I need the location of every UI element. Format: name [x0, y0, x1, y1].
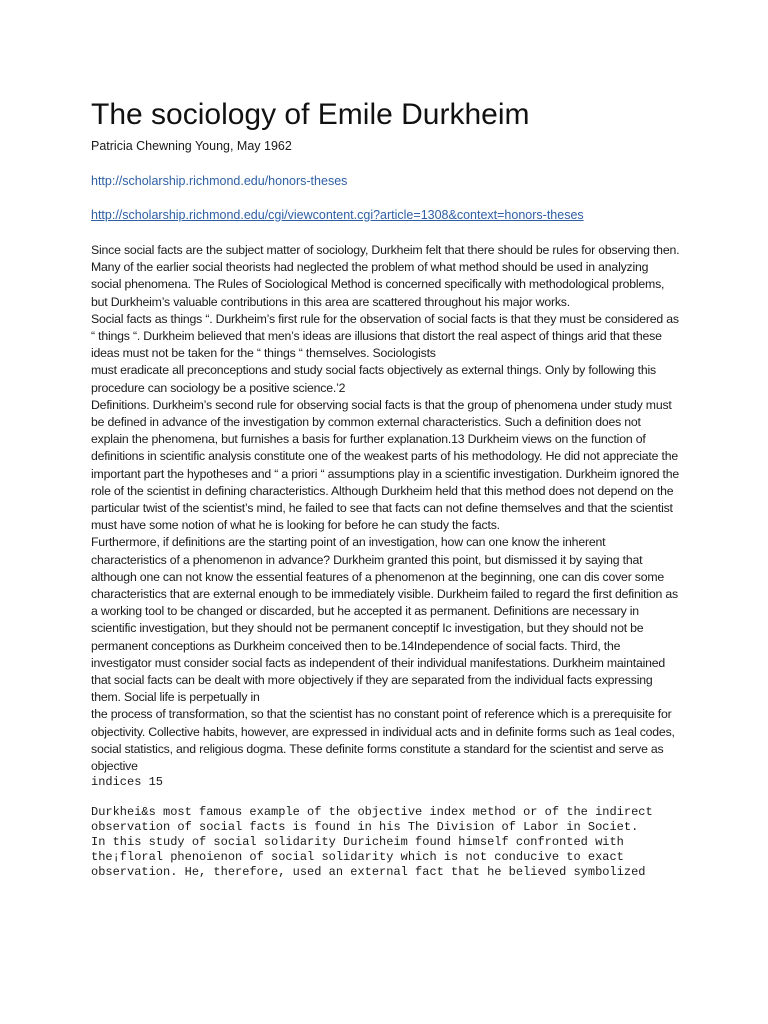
mono-line: Durkhei&s most famous example of the objective index method or of the indirect: [91, 805, 653, 820]
paragraph: must eradicate all preconceptions and study social facts objectively as external things. Only by following this procedure can sociology be a positive science.’2: [91, 363, 656, 395]
paragraph: the process of transformation, so that the scientist has no constant point of reference which is a prerequisite for objectivity. Collective habits, however, are expressed in individual acts and in definite forms such as 1eal codes, social statistics, and religious dogma. These definite forms constitute a standard for the scientist and serve as objective: [91, 707, 675, 774]
mono-line: observation of social facts is found in his The Division of Labor in Societ.: [91, 820, 639, 835]
link-honors-theses[interactable]: http://scholarship.richmond.edu/honors-theses: [91, 174, 348, 188]
paragraph: Definitions. Durkheim’s second rule for observing social facts is that the group of phenomena under study must be defined in advance of the investigation by common external characteristics. Such a definition does not explain the phenomena, but furnishes a basis for further explanation.13 Durkheim views on the function of definitions in scientific analysis constitute one of the weakest parts of his methodology. He did not appreciate the important part the hypotheses and “ a priori “ assumptions play in a scientific investigation. Durkheim ignored the role of the scientist in defining characteristics. Although Durkheim held that this method does not depend on the particular twist of the scientist’s mind, he failed to see that facts can not define themselves and that the scientist must have some notion of what he is looking for before he can study the facts.: [91, 397, 680, 533]
paragraph: Since social facts are the subject matter of sociology, Durkheim felt that there should be rules for observing then. Many of the earlier social theorists had neglected the problem of what method should be used in analyzing social phenomena. The Rules of Sociological Method is concerned specifically with methodological problems, but Durkheim’s valuable contributions in this area are scattered throughout his major works.: [91, 243, 680, 309]
spacer: [91, 790, 681, 805]
document-page: [91, 96, 681, 880]
document-author: Patricia Chewning Young, May 1962: [91, 139, 292, 153]
paragraph: Furthermore, if definitions are the starting point of an investigation, how can one know the inherent characteristics of a phenomenon in advance? Durkheim granted this point, but dismissed it by saying that although one can not know the essential features of a phenomenon at the beginning, one can dis cover some characteristics that are external enough to be immediately visible. Durkheim failed to regard the first definition as a working tool to be changed or discarded, but he accepted it as permanent. Definitions are necessary in scientific investigation, but they should not be permanent conceptif Ic investigation, but they should not be permanent conceptions as Durkheim conceived then to be.14Independence of social facts. Third, the investigator must consider social facts as independent of their individual manifestations. Durkheim maintained that social facts can be dealt with more objectively if they are separated from the individual facts expressing them. Social life is perpetually in: [91, 535, 678, 705]
mono-heading: indices 15: [91, 775, 164, 790]
mono-line: observation. He, therefore, used an external fact that he believed symbolized: [91, 865, 646, 880]
body-text: [91, 242, 681, 775]
mono-line: the¡floral phenoienon of social solidarity which is not conducive to exact: [91, 850, 624, 865]
link-viewcontent[interactable]: http://scholarship.richmond.edu/cgi/viewcontent.cgi?article=1308&context=honors-theses: [91, 208, 584, 222]
document-title: The sociology of Emile Durkheim: [91, 98, 530, 131]
mono-line: In this study of social solidarity Duricheim found himself confronted with: [91, 835, 624, 850]
paragraph: Social facts as things “. Durkheim’s first rule for the observation of social facts is that they must be considered as “ things “. Durkheim believed that men’s ideas are illusions that distort the real aspect of things arid that these ideas must not be taken for the “ things “ themselves. Sociologists: [91, 311, 679, 361]
